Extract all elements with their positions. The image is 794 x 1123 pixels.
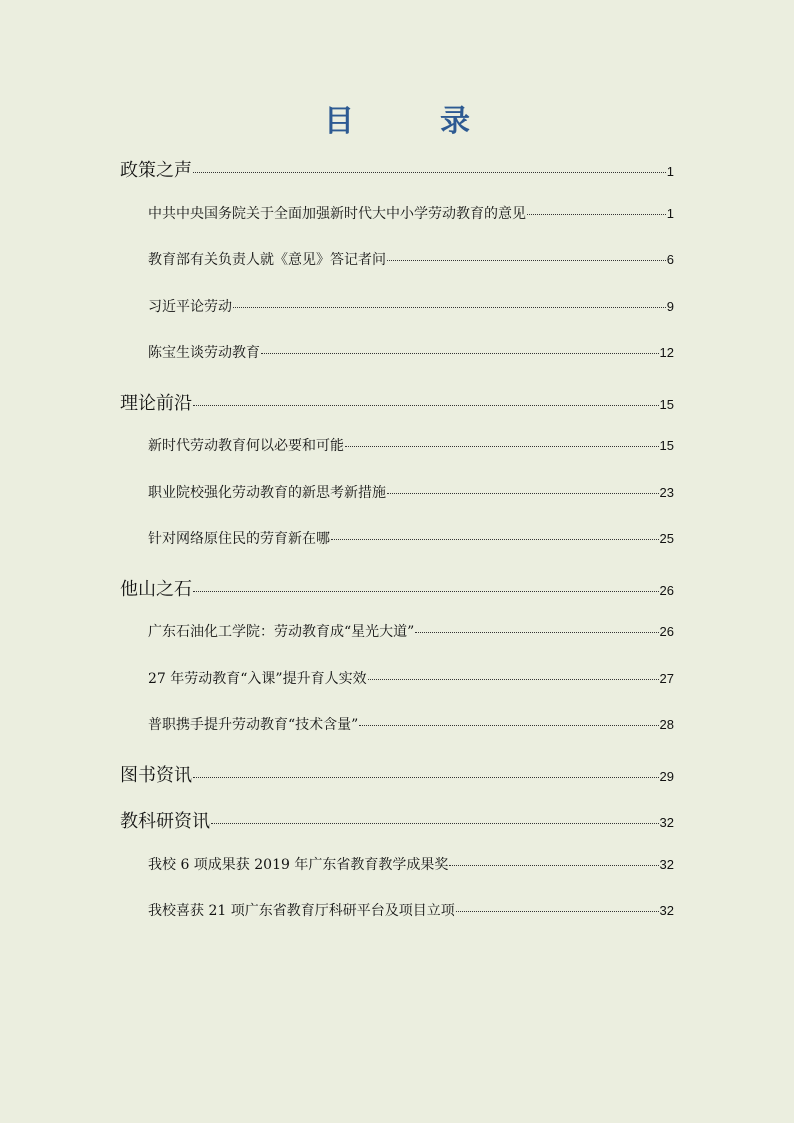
toc-page-number: 15 [659,396,674,412]
toc-dot-leader [211,823,659,824]
toc-item[interactable] [148,900,674,920]
toc-dot-leader [345,446,659,447]
toc-page-number: 32 [659,903,674,918]
toc-dot-leader [456,911,659,912]
toc-item[interactable] [148,203,674,223]
toc-page-number: 26 [659,624,674,639]
toc-page-number: 9 [666,298,674,314]
toc-entry-label: 教科研资讯 [120,811,210,832]
toc-item[interactable] [148,482,674,502]
toc-section[interactable] [120,575,674,601]
toc-item[interactable] [148,621,674,641]
toc-entry-label: 陈宝生谈劳动教育 [148,345,260,361]
toc-page-number: 23 [659,484,674,500]
toc-entry-label: 我校喜获 21 项广东省教育厅科研平台及项目立项 [148,903,455,919]
toc-dot-leader [449,865,658,866]
toc-dot-leader [193,777,659,778]
toc-page-number: 32 [659,856,674,872]
toc-entry-label: 理论前沿 [120,392,192,414]
toc-entry-label: 针对网络原住民的劳育新在哪 [148,531,330,547]
toc-dot-leader [261,353,659,354]
toc-item[interactable] [148,854,674,874]
toc-page-number: 15 [659,438,674,453]
toc-dot-leader [193,405,659,406]
toc-dot-leader [387,493,659,494]
toc-page-number: 29 [659,768,674,784]
toc-entry-label: 他山之石 [120,578,192,600]
toc-dot-leader [233,307,666,308]
toc-entry-label: 广东石油化工学院：劳动教育成“星光大道” [148,624,415,640]
toc-entry-label: 我校 6 项成果获 2019 年广东省教育教学成果奖 [148,856,449,873]
toc-page-number: 12 [659,345,674,360]
toc-entry-label: 普职携手提升劳动教育“技术含量” [148,717,359,733]
toc-title: 目 录 [324,104,498,139]
toc-entry-label: 图书资讯 [120,764,192,786]
toc-dot-leader [193,591,659,592]
toc-entry-label: 习近平论劳动 [148,298,232,315]
toc-section[interactable] [120,761,674,787]
toc-entry-label: 中共中央国务院关于全面加强新时代大中小学劳动教育的意见 [148,205,526,222]
toc-dot-leader [415,632,658,633]
toc-entry-label: 政策之声 [120,160,192,181]
toc-page-number: 27 [659,670,674,686]
toc-page-number: 6 [666,252,674,267]
toc-item[interactable] [148,435,674,455]
toc-page-number: 32 [659,815,674,830]
toc-item[interactable] [148,714,674,734]
toc-entry-label: 职业院校强化劳动教育的新思考新措施 [148,484,386,501]
toc-dot-leader [193,172,666,173]
toc-page-number: 28 [659,717,674,732]
toc-dot-leader [527,214,666,215]
toc-entry-label: 教育部有关负责人就《意见》答记者问 [148,252,386,268]
toc-dot-leader [331,539,659,540]
toc-section[interactable] [120,389,674,415]
toc-section[interactable] [120,807,674,833]
toc-entry-label: 27 年劳动教育“入课”提升育人实效 [148,670,367,687]
toc-page-number: 1 [666,205,674,221]
toc-section[interactable] [120,156,674,182]
toc-item[interactable] [148,296,674,316]
toc-item[interactable] [148,249,674,269]
toc-dot-leader [368,679,659,680]
toc-dot-leader [387,260,666,261]
toc-page-number: 1 [666,164,674,179]
toc-item[interactable] [148,342,674,362]
toc-dot-leader [359,725,658,726]
toc-page-number: 25 [659,531,674,546]
toc-page-number: 26 [659,582,674,598]
toc-item[interactable] [148,668,674,688]
toc-item[interactable] [148,528,674,548]
toc-entry-label: 新时代劳动教育何以必要和可能 [148,438,344,454]
